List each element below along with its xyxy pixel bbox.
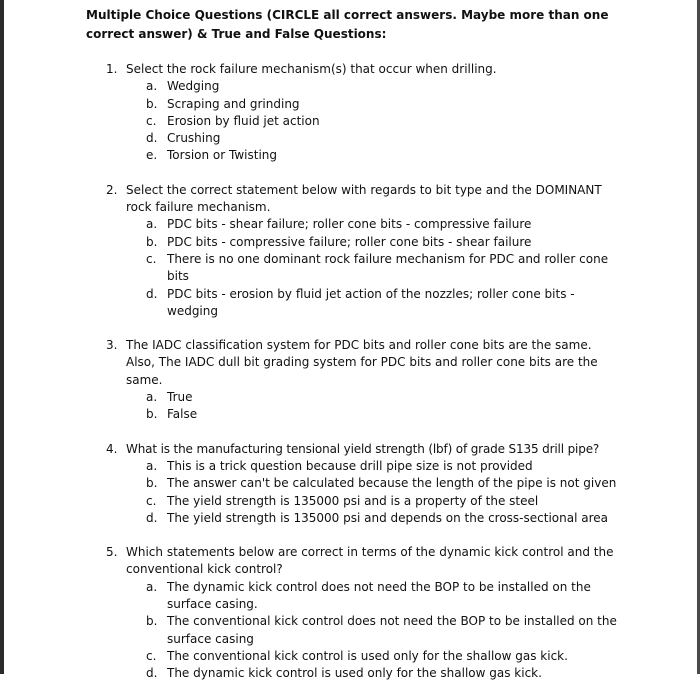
option-label: b.: [146, 476, 158, 491]
option-text: True: [167, 390, 193, 405]
option-item[interactable]: [126, 613, 621, 648]
option-label: a.: [146, 79, 158, 94]
option-item[interactable]: [126, 406, 621, 423]
option-label: b.: [146, 407, 158, 422]
option-text: Erosion by fluid jet action: [167, 113, 320, 128]
option-label: d.: [146, 286, 158, 301]
option-text: The conventional kick control does not need the BOP to be installed on the surface casing: [167, 614, 617, 646]
option-label: a.: [146, 390, 158, 405]
question-4: [86, 441, 621, 527]
option-list: [126, 579, 621, 683]
option-label: a.: [146, 458, 158, 473]
option-item[interactable]: [126, 493, 621, 510]
option-text: False: [167, 407, 198, 422]
option-label: b.: [146, 234, 158, 249]
option-text: The dynamic kick control does not need the BOP to be installed on the surface casing.: [167, 579, 591, 612]
option-item[interactable]: [126, 579, 621, 614]
option-item[interactable]: [126, 286, 621, 321]
option-item[interactable]: [126, 113, 621, 130]
question-number: 1.: [106, 62, 118, 76]
question-text: What is the manufacturing tensional yield strength (lbf) of grade S135 drill pipe?: [126, 441, 600, 456]
question-text: Select the rock failure mechanism(s) that occur when drilling.: [126, 62, 497, 76]
question-text: Which statements below are correct in terms of the dynamic kick control and the conventional kick control?: [126, 545, 614, 577]
option-item[interactable]: [126, 78, 621, 95]
option-text: Torsion or Twisting: [167, 148, 278, 163]
document-page: [86, 6, 621, 700]
option-label: e.: [146, 148, 158, 163]
option-item[interactable]: [126, 234, 621, 251]
option-label: a.: [146, 217, 158, 232]
question-5: [86, 544, 621, 682]
question-number: 3.: [106, 338, 118, 353]
option-text: PDC bits - shear failure; roller cone bits - compressive failure: [167, 217, 532, 232]
option-text: Crushing: [167, 131, 221, 146]
question-number: 4.: [106, 441, 118, 456]
option-label: d.: [146, 666, 158, 681]
option-label: b.: [146, 614, 158, 629]
option-label: c.: [146, 648, 157, 663]
instructions-header: Multiple Choice Questions (CIRCLE all correct answers. Maybe more than one correct answer) & True and False Questions:: [86, 8, 609, 41]
option-text: PDC bits - compressive failure; roller cone bits - shear failure: [167, 234, 532, 249]
option-text: Wedging: [167, 79, 220, 94]
option-item[interactable]: [126, 130, 621, 147]
option-label: a.: [146, 579, 158, 594]
question-number: 2.: [106, 182, 118, 197]
option-text: PDC bits - erosion by fluid jet action of the nozzles; roller cone bits - wedging: [167, 286, 575, 318]
option-label: d.: [146, 131, 158, 146]
option-label: b.: [146, 96, 158, 111]
option-label: c.: [146, 251, 157, 266]
option-item[interactable]: [126, 458, 621, 475]
option-text: The dynamic kick control is used only for the shallow gas kick.: [167, 666, 542, 681]
option-label: c.: [146, 493, 157, 508]
question-1: [86, 61, 621, 165]
question-2: [86, 182, 621, 320]
question-3: [86, 337, 621, 423]
option-item[interactable]: [126, 389, 621, 406]
option-text: The yield strength is 135000 psi and depends on the cross-sectional area: [167, 510, 608, 525]
option-item[interactable]: [126, 510, 621, 527]
option-item[interactable]: [126, 475, 621, 492]
option-text: This is a trick question because drill pipe size is not provided: [167, 458, 533, 473]
question-text: The IADC classification system for PDC bits and roller cone bits are the same. Also, The IADC dull bit grading system for PDC bits and roller cone bits are the same.: [126, 338, 598, 387]
option-list: [126, 216, 621, 320]
option-item[interactable]: [126, 147, 621, 164]
option-label: d.: [146, 510, 158, 525]
page-edge-left: [0, 0, 4, 674]
option-list: [126, 458, 621, 527]
option-text: The conventional kick control is used only for the shallow gas kick.: [167, 648, 568, 663]
option-label: c.: [146, 113, 157, 128]
option-text: Scraping and grinding: [167, 96, 300, 111]
option-item[interactable]: [126, 96, 621, 113]
option-text: The answer can't be calculated because the length of the pipe is not given: [167, 476, 617, 491]
option-list: [126, 389, 621, 424]
option-text: The yield strength is 135000 psi and is a property of the steel: [167, 493, 539, 508]
option-item[interactable]: [126, 648, 621, 665]
question-number: 5.: [106, 545, 118, 560]
option-item[interactable]: [126, 251, 621, 286]
option-item[interactable]: [126, 216, 621, 233]
option-list: [126, 78, 621, 164]
option-text: There is no one dominant rock failure mechanism for PDC and roller cone bits: [167, 251, 609, 284]
question-text: Select the correct statement below with regards to bit type and the DOMINANT rock failure mechanism.: [126, 182, 602, 215]
